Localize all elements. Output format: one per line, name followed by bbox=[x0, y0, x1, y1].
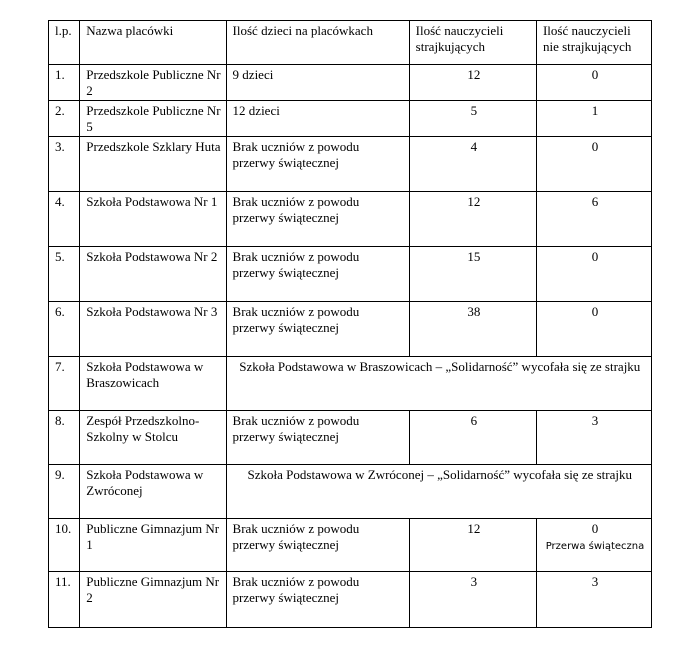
header-striking: Ilość nauczycieli strajkujących bbox=[409, 21, 536, 65]
cell-lp: 6. bbox=[49, 302, 80, 357]
cell-children: Brak uczniów z powodu przerwy świątecznej bbox=[226, 302, 409, 357]
cell-name: Publiczne Gimnazjum Nr 2 bbox=[80, 572, 226, 628]
table-row bbox=[49, 465, 652, 519]
strike-table bbox=[48, 20, 652, 628]
cell-name: Szkoła Podstawowa w Braszowicach bbox=[80, 357, 226, 411]
cell-striking: 6 bbox=[409, 411, 536, 465]
cell-name: Przedszkole Publiczne Nr 5 bbox=[80, 101, 226, 137]
cell-lp: 1. bbox=[49, 65, 80, 101]
header-children: Ilość dzieci na placówkach bbox=[226, 21, 409, 65]
cell-striking: 12 bbox=[409, 192, 536, 247]
cell-children: Brak uczniów z powodu przerwy świątecznej bbox=[226, 247, 409, 302]
cell-not-striking: 0 bbox=[536, 302, 651, 357]
cell-striking: 3 bbox=[409, 572, 536, 628]
cell-children: Brak uczniów z powodu przerwy świątecznej bbox=[226, 572, 409, 628]
cell-lp: 4. bbox=[49, 192, 80, 247]
header-lp: l.p. bbox=[49, 21, 80, 65]
table-row bbox=[49, 519, 652, 572]
cell-not-striking: 1 bbox=[536, 101, 651, 137]
cell-name: Szkoła Podstawowa w Zwróconej bbox=[80, 465, 226, 519]
cell-name: Szkoła Podstawowa Nr 3 bbox=[80, 302, 226, 357]
cell-children: Brak uczniów z powodu przerwy świątecznej bbox=[226, 192, 409, 247]
cell-striking: 4 bbox=[409, 137, 536, 192]
cell-lp: 7. bbox=[49, 357, 80, 411]
cell-merged-note: Szkoła Podstawowa w Braszowicach – „Solidarność” wycofała się ze strajku bbox=[226, 357, 651, 411]
table-row bbox=[49, 302, 652, 357]
cell-not-striking bbox=[536, 519, 651, 572]
header-name: Nazwa placówki bbox=[80, 21, 226, 65]
header-not-striking: Ilość nauczycieli nie strajkujących bbox=[536, 21, 651, 65]
cell-striking: 38 bbox=[409, 302, 536, 357]
table-row bbox=[49, 357, 652, 411]
header-row bbox=[49, 21, 652, 65]
cell-lp: 10. bbox=[49, 519, 80, 572]
cell-name: Przedszkole Publiczne Nr 2 bbox=[80, 65, 226, 101]
cell-not-striking: 3 bbox=[536, 572, 651, 628]
cell-lp: 9. bbox=[49, 465, 80, 519]
table-row bbox=[49, 192, 652, 247]
cell-children: 9 dzieci bbox=[226, 65, 409, 101]
cell-name: Szkoła Podstawowa Nr 2 bbox=[80, 247, 226, 302]
table-row bbox=[49, 101, 652, 137]
table-row bbox=[49, 65, 652, 101]
cell-name: Publiczne Gimnazjum Nr 1 bbox=[80, 519, 226, 572]
cell-children: 12 dzieci bbox=[226, 101, 409, 137]
cell-striking: 5 bbox=[409, 101, 536, 137]
cell-lp: 11. bbox=[49, 572, 80, 628]
cell-lp: 8. bbox=[49, 411, 80, 465]
cell-children: Brak uczniów z powodu przerwy świątecznej bbox=[226, 519, 409, 572]
cell-striking: 15 bbox=[409, 247, 536, 302]
table-row bbox=[49, 247, 652, 302]
cell-not-striking: 0 bbox=[536, 137, 651, 192]
cell-not-striking: 0 bbox=[536, 65, 651, 101]
table-row bbox=[49, 411, 652, 465]
cell-not-striking: 6 bbox=[536, 192, 651, 247]
holiday-note: Przerwa świąteczna bbox=[545, 541, 645, 552]
cell-children: Brak uczniów z powodu przerwy świątecznej bbox=[226, 137, 409, 192]
cell-name: Przedszkole Szklary Huta bbox=[80, 137, 226, 192]
cell-lp: 5. bbox=[49, 247, 80, 302]
cell-striking: 12 bbox=[409, 519, 536, 572]
cell-children: Brak uczniów z powodu przerwy świątecznej bbox=[226, 411, 409, 465]
cell-not-striking: 3 bbox=[536, 411, 651, 465]
cell-lp: 2. bbox=[49, 101, 80, 137]
table-row bbox=[49, 137, 652, 192]
table-row bbox=[49, 572, 652, 628]
cell-name: Zespół Przedszkolno-Szkolny w Stolcu bbox=[80, 411, 226, 465]
cell-not-striking: 0 bbox=[536, 247, 651, 302]
cell-merged-note: Szkoła Podstawowa w Zwróconej – „Solidarność” wycofała się ze strajku bbox=[226, 465, 651, 519]
cell-not-striking-value: 0 bbox=[591, 521, 599, 536]
cell-name: Szkoła Podstawowa Nr 1 bbox=[80, 192, 226, 247]
cell-striking: 12 bbox=[409, 65, 536, 101]
cell-lp: 3. bbox=[49, 137, 80, 192]
